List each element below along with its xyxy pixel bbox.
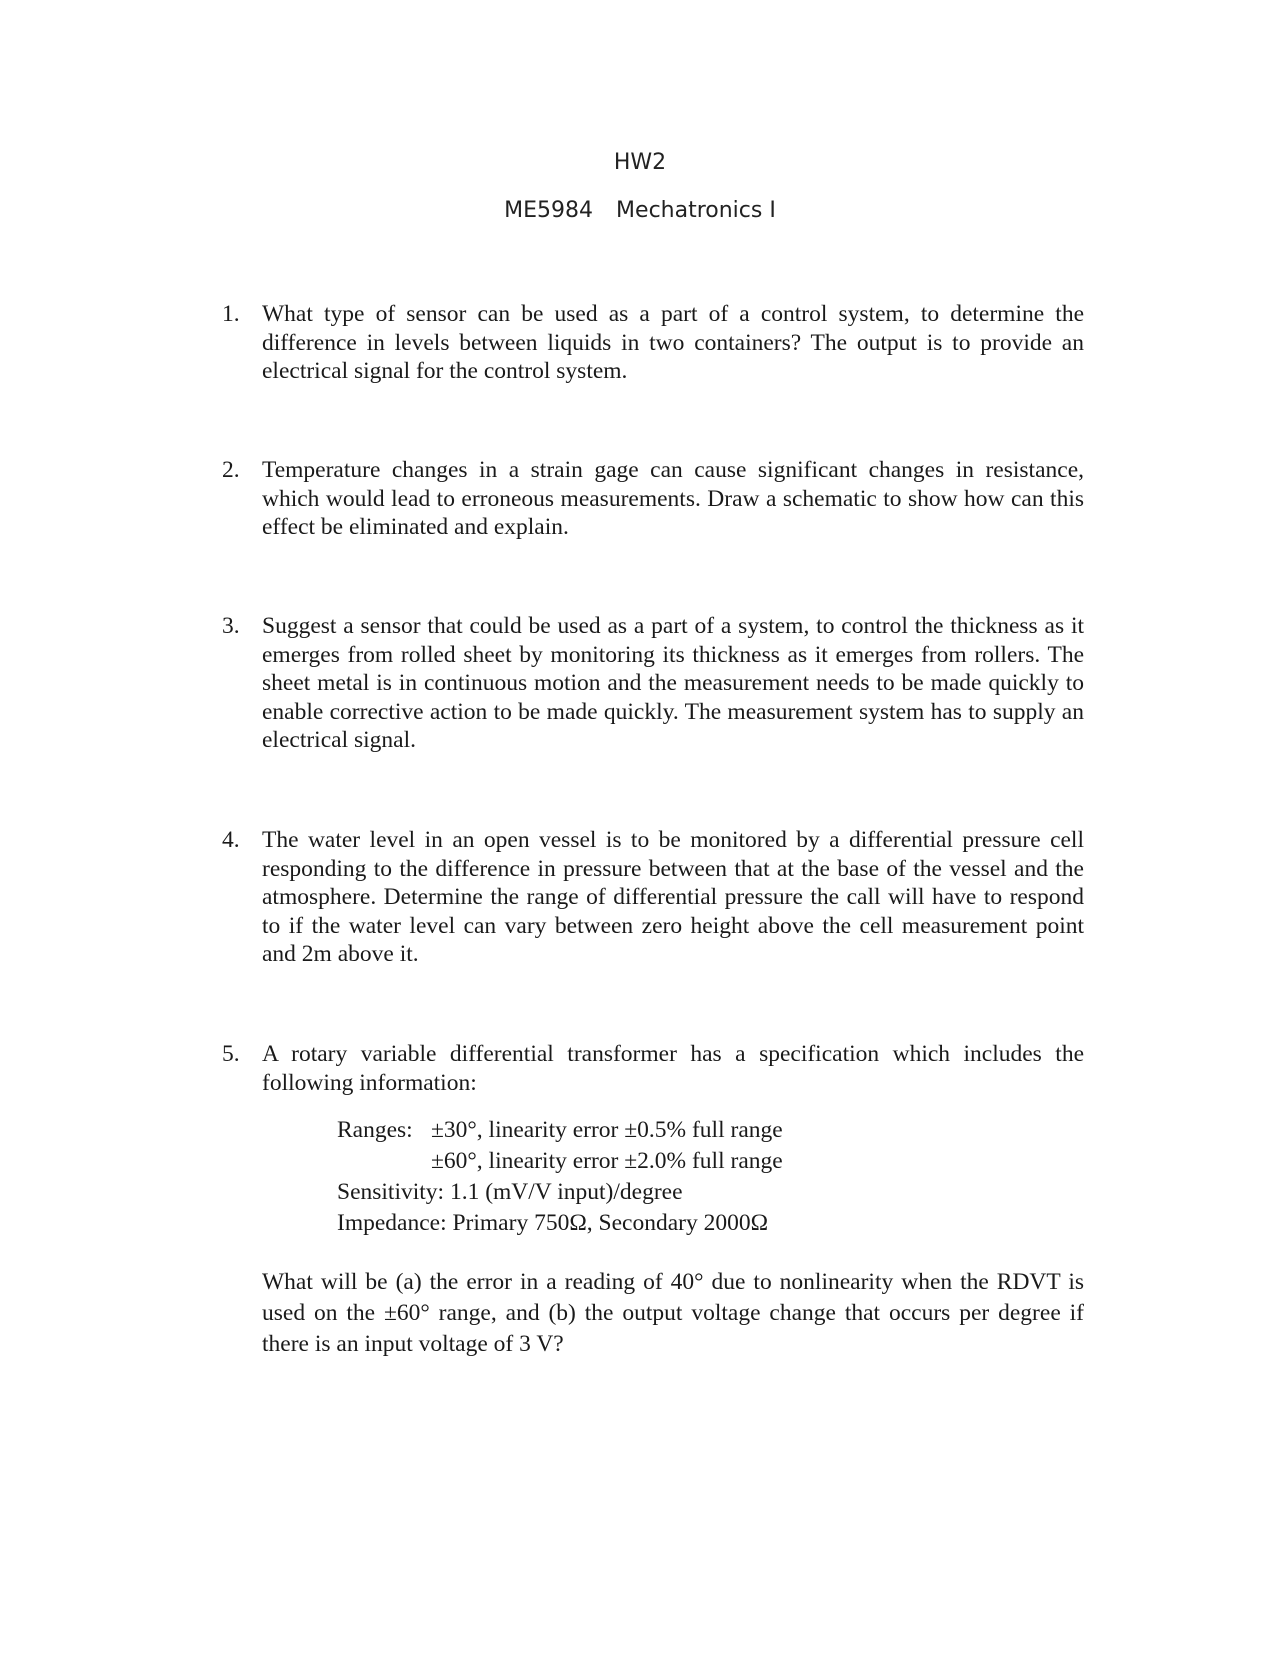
spec-range-30: ±30°, linearity error ±0.5% full range bbox=[431, 1117, 783, 1143]
question-number: 1. bbox=[222, 301, 240, 327]
question-number: 2. bbox=[222, 457, 240, 483]
question-5-followup: What will be (a) the error in a reading of 40° due to nonlinearity when the RDVT is used on the ±60° range, and (b) the output voltage change that occurs per degree if there is an input voltage of 3 V? bbox=[262, 1269, 1084, 1357]
rvdt-specification bbox=[337, 1115, 783, 1239]
spec-ranges-label: Ranges: bbox=[337, 1117, 413, 1143]
question-2 bbox=[222, 456, 1084, 542]
question-4 bbox=[222, 826, 1084, 969]
spec-range-60: ±60°, linearity error ±2.0% full range bbox=[431, 1148, 783, 1174]
question-number: 4. bbox=[222, 827, 240, 853]
course-name: Mechatronics I bbox=[616, 198, 776, 223]
question-text: What type of sensor can be used as a part of a control system, to determine the difference in levels between liquids in two containers? The output is to provide an electrical signal for the control system. bbox=[262, 301, 1084, 384]
question-number: 3. bbox=[222, 613, 240, 639]
question-text: The water level in an open vessel is to be monitored by a differential pressure cell responding to the difference in pressure between that at the base of the vessel and the atmosphere. Determine the range of differential pressure the call will have to respond to if the water level can vary between zero height above the cell measurement point and 2m above it. bbox=[262, 827, 1084, 967]
question-1 bbox=[222, 300, 1084, 386]
course-title bbox=[0, 198, 1280, 223]
homework-title: HW2 bbox=[613, 150, 667, 175]
spec-impedance: Impedance: Primary 750Ω, Secondary 2000Ω bbox=[337, 1210, 769, 1236]
question-text: A rotary variable differential transformer has a specification which includes the following information: bbox=[262, 1041, 1084, 1096]
course-code: ME5984 bbox=[504, 198, 594, 223]
question-text: Suggest a sensor that could be used as a part of a system, to control the thickness as it emerges from rolled sheet by monitoring its thickness as it emerges from rollers. The sheet metal is in continuous motion and the measurement needs to be made quickly to enable corrective action to be made quickly. The measurement system has to supply an electrical signal. bbox=[262, 613, 1084, 753]
question-text: Temperature changes in a strain gage can cause significant changes in resistance, which would lead to erroneous measurements. Draw a schematic to show how can this effect be eliminated and explain. bbox=[262, 457, 1084, 540]
spec-ranges-row-2 bbox=[337, 1146, 783, 1177]
spec-ranges-row bbox=[337, 1115, 783, 1146]
spec-sensitivity: Sensitivity: 1.1 (mV/V input)/degree bbox=[337, 1179, 683, 1205]
question-3 bbox=[222, 612, 1084, 755]
question-number: 5. bbox=[222, 1041, 240, 1067]
question-5 bbox=[222, 1040, 1084, 1097]
